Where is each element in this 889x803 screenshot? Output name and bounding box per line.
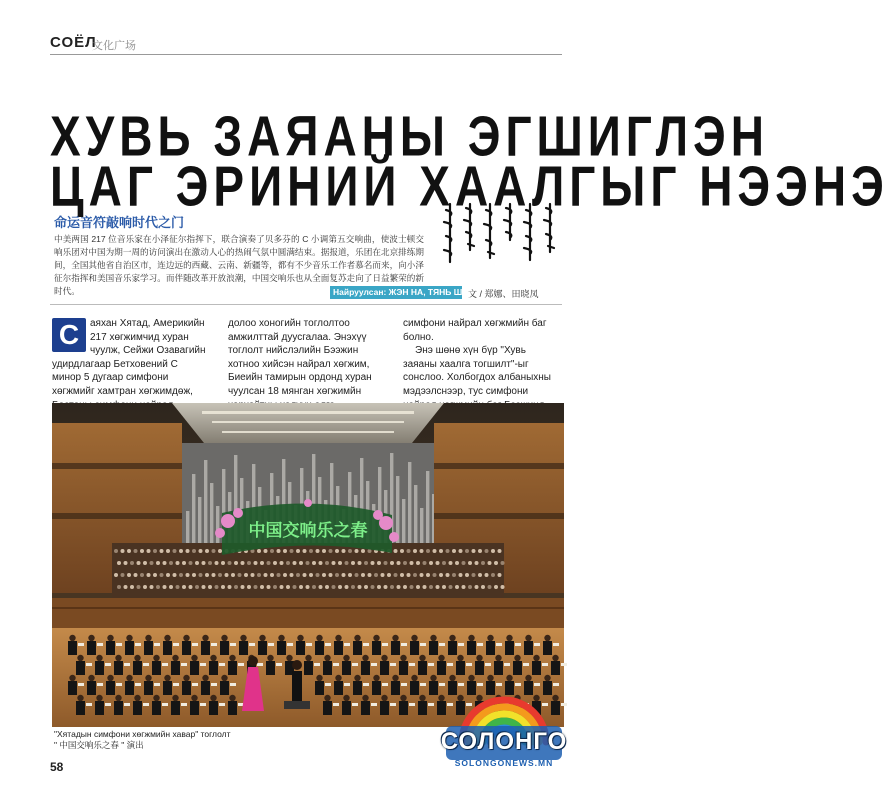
- caption-line-chinese: " 中国交响乐之春 " 演出: [54, 740, 144, 750]
- logo-name: СОЛОНГО: [440, 728, 568, 755]
- headline-subtitle: 命运音符敲响时代之门: [54, 215, 185, 230]
- header-divider: [50, 54, 562, 55]
- drop-cap: С: [52, 318, 86, 352]
- photo-caption: [54, 729, 231, 751]
- article-text: Энэ шөнө хүн бүр "Хувь заяаны хаалга тогшилт"-ыг сонслоо. Холбогдох албаныхны мэдээлснээр, тус симфони: [403, 345, 551, 397]
- concert-photo: [52, 403, 564, 727]
- mongolian-script-title: [436, 200, 562, 266]
- intro-paragraph: 中美两国 217 位音乐家在小泽征尔指挥下，联合演奏了贝多芬的 C 小调第五交响曲，使波士顿交响乐团对中国为期一周的访问演出在激动人心的热闹气氛中圆满结束。据报道，乐团在北京排练期间，全国其他省自治区市，连边远的西藏、云南、新疆等，都有不少音乐工作者慕名而来，向小泽征尔指挥和美国音乐家学习。而伴随改革开放浪潮，中国交响乐也从全面复苏走向了日益繁荣的新时代。: [54, 234, 424, 296]
- byline-divider: [50, 304, 562, 305]
- article-text: симфони найрал хөгжмийн баг болно.: [403, 318, 547, 343]
- banner-text: 中国交响乐之春: [248, 521, 368, 541]
- caption-line-mongolian: "Хятадын симфони хөгжмийн хавар" тоглолт: [54, 729, 231, 739]
- section-subtitle: 文化广场: [92, 40, 136, 52]
- byline-credit: 文 / 郑娜、田晓凤: [468, 289, 539, 299]
- logo-url: SOLONGONEWS.MN: [454, 758, 554, 768]
- article-text: аяхан Хятад, Америкийн 217 хөгжимчид хуран чуулж, Сейжи Озавагийн удирдлагаар Бетховений С минор 5 дугаар симфони хөгжмийг хамтран хөгжимдөж,: [52, 318, 206, 397]
- headline-line-1: ХУВЬ ЗАЯАНЫ ЭГШИГЛЭН: [50, 104, 769, 168]
- article-text: долоо хоногийн тоглолтоо амжилттай дуусгалаа. Энэхүү тоглолт нийслэлийн Бээжин хотноо хийсэн найрал хөгжим, Биеийн тамирын ордонд хуран чуулсан 18 мянган хөгжимйн: [228, 318, 372, 397]
- section-title: СОЁЛ: [50, 34, 97, 51]
- page-number: 58: [50, 760, 64, 774]
- byline-author: Найруулсан: ЖЭН НА, ТЯНЬ ШЯОФЭН: [333, 287, 495, 297]
- headline-line-2: ЦАГ ЭРИНИЙ ХААЛГЫГ НЭЭНЭ: [50, 154, 889, 218]
